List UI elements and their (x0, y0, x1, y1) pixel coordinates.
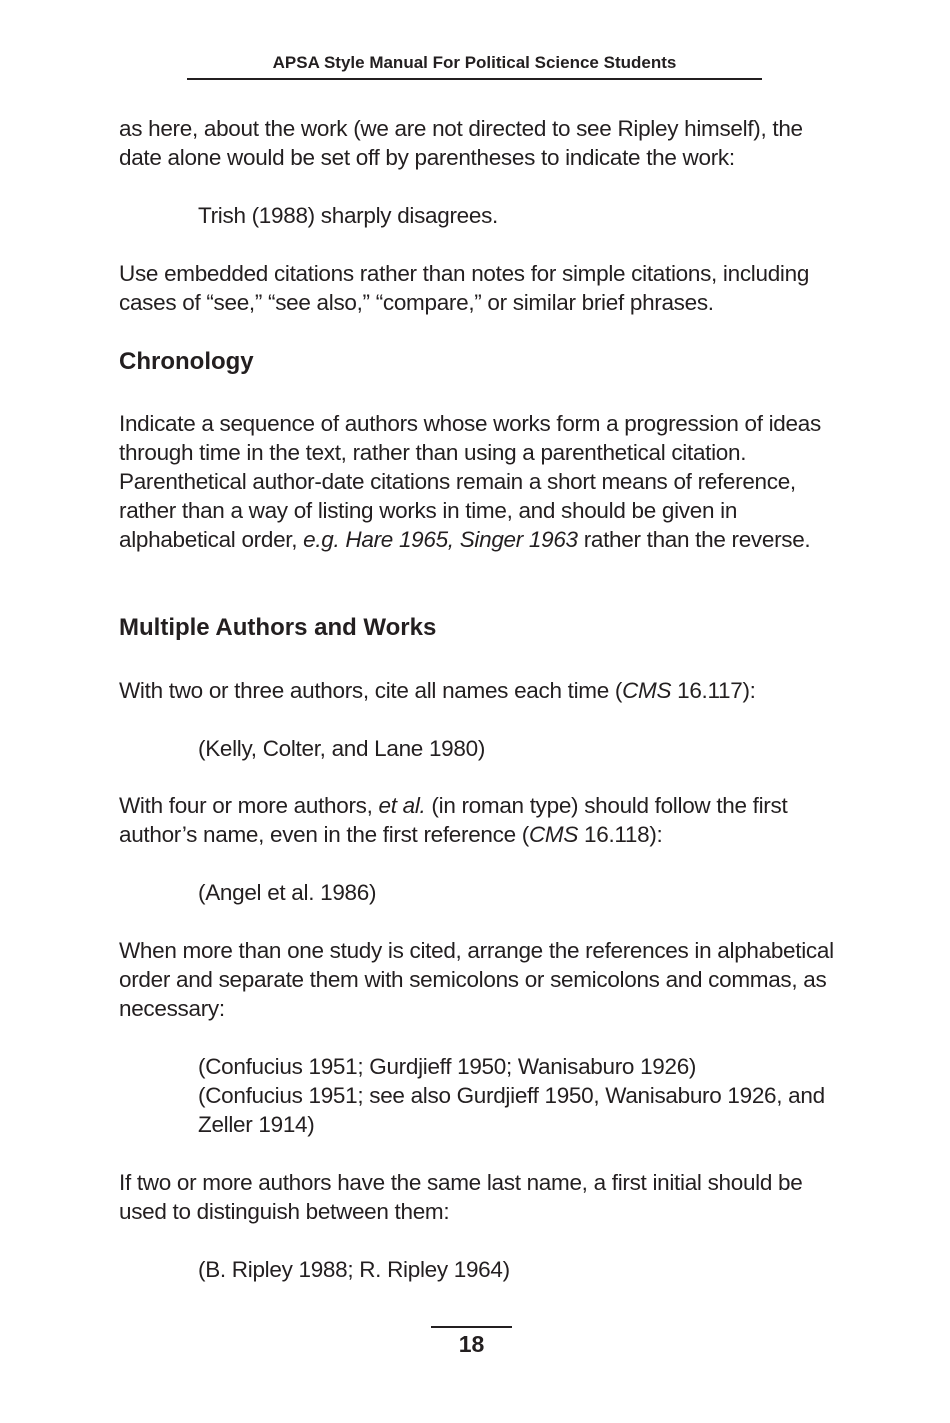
multiple-paragraph-4: If two or more authors have the same last name, a first initial should be used to distinguish between them: (119, 1170, 803, 1224)
text: 16.117): (671, 678, 756, 703)
text: With two or three authors, cite all names each time ( (119, 678, 623, 703)
heading-multiple-authors: Multiple Authors and Works (119, 614, 437, 641)
text: 16.118): (578, 822, 663, 847)
example-kelly: (Kelly, Colter, and Lane 1980) (198, 736, 486, 761)
chronology-example: e.g. Hare 1965, Singer 1963 (303, 527, 578, 552)
text: With four or more authors, (119, 793, 379, 818)
example-confucius-2: (Confucius 1951; see also Gurdjieff 1950, Wanisaburo 1926, and Zeller 1914) (198, 1083, 825, 1137)
cms-reference: CMS (528, 822, 579, 847)
et-al: et al. (378, 793, 426, 818)
footer-rule (431, 1326, 512, 1328)
multiple-paragraph-2 (119, 791, 839, 849)
text: (in roman type) should follow the first author’s name, even in the first reference ( (119, 793, 788, 847)
multiple-paragraph-3: When more than one study is cited, arrange the references in alphabetical order and separate them with semicolons or semicolons and commas, as necessary: (119, 938, 834, 1021)
example-confucius-1: (Confucius 1951; Gurdjieff 1950; Wanisaburo 1926) (198, 1054, 697, 1079)
example-ripley: (B. Ripley 1988; R. Ripley 1964) (198, 1257, 510, 1282)
example-trish: Trish (1988) sharply disagrees. (198, 203, 498, 228)
chronology-paragraph (119, 409, 839, 554)
chronology-text: Indicate a sequence of authors whose works form a progression of ideas through time in the text, rather than using a parenthetical citation. Parenthetical author-date citations remain a short means of reference, rather than a way of listing works in time, and should be given in alphabetical order, (119, 411, 821, 552)
intro-paragraph-1: as here, about the work (we are not directed to see Ripley himself), the date alone would be set off by parentheses to indicate the work: (119, 116, 803, 170)
chronology-text-end: rather than the reverse. (577, 527, 811, 552)
page-number: 18 (458, 1331, 485, 1357)
running-header: APSA Style Manual For Political Science Students (272, 53, 677, 72)
multiple-paragraph-1 (119, 676, 839, 705)
cms-reference: CMS (622, 678, 672, 703)
example-angel: (Angel et al. 1986) (198, 880, 377, 905)
heading-chronology: Chronology (119, 348, 254, 375)
header-rule (187, 78, 762, 80)
intro-paragraph-2: Use embedded citations rather than notes for simple citations, including cases of “see,” “see also,” “compare,” or similar brief phrases. (119, 261, 810, 315)
